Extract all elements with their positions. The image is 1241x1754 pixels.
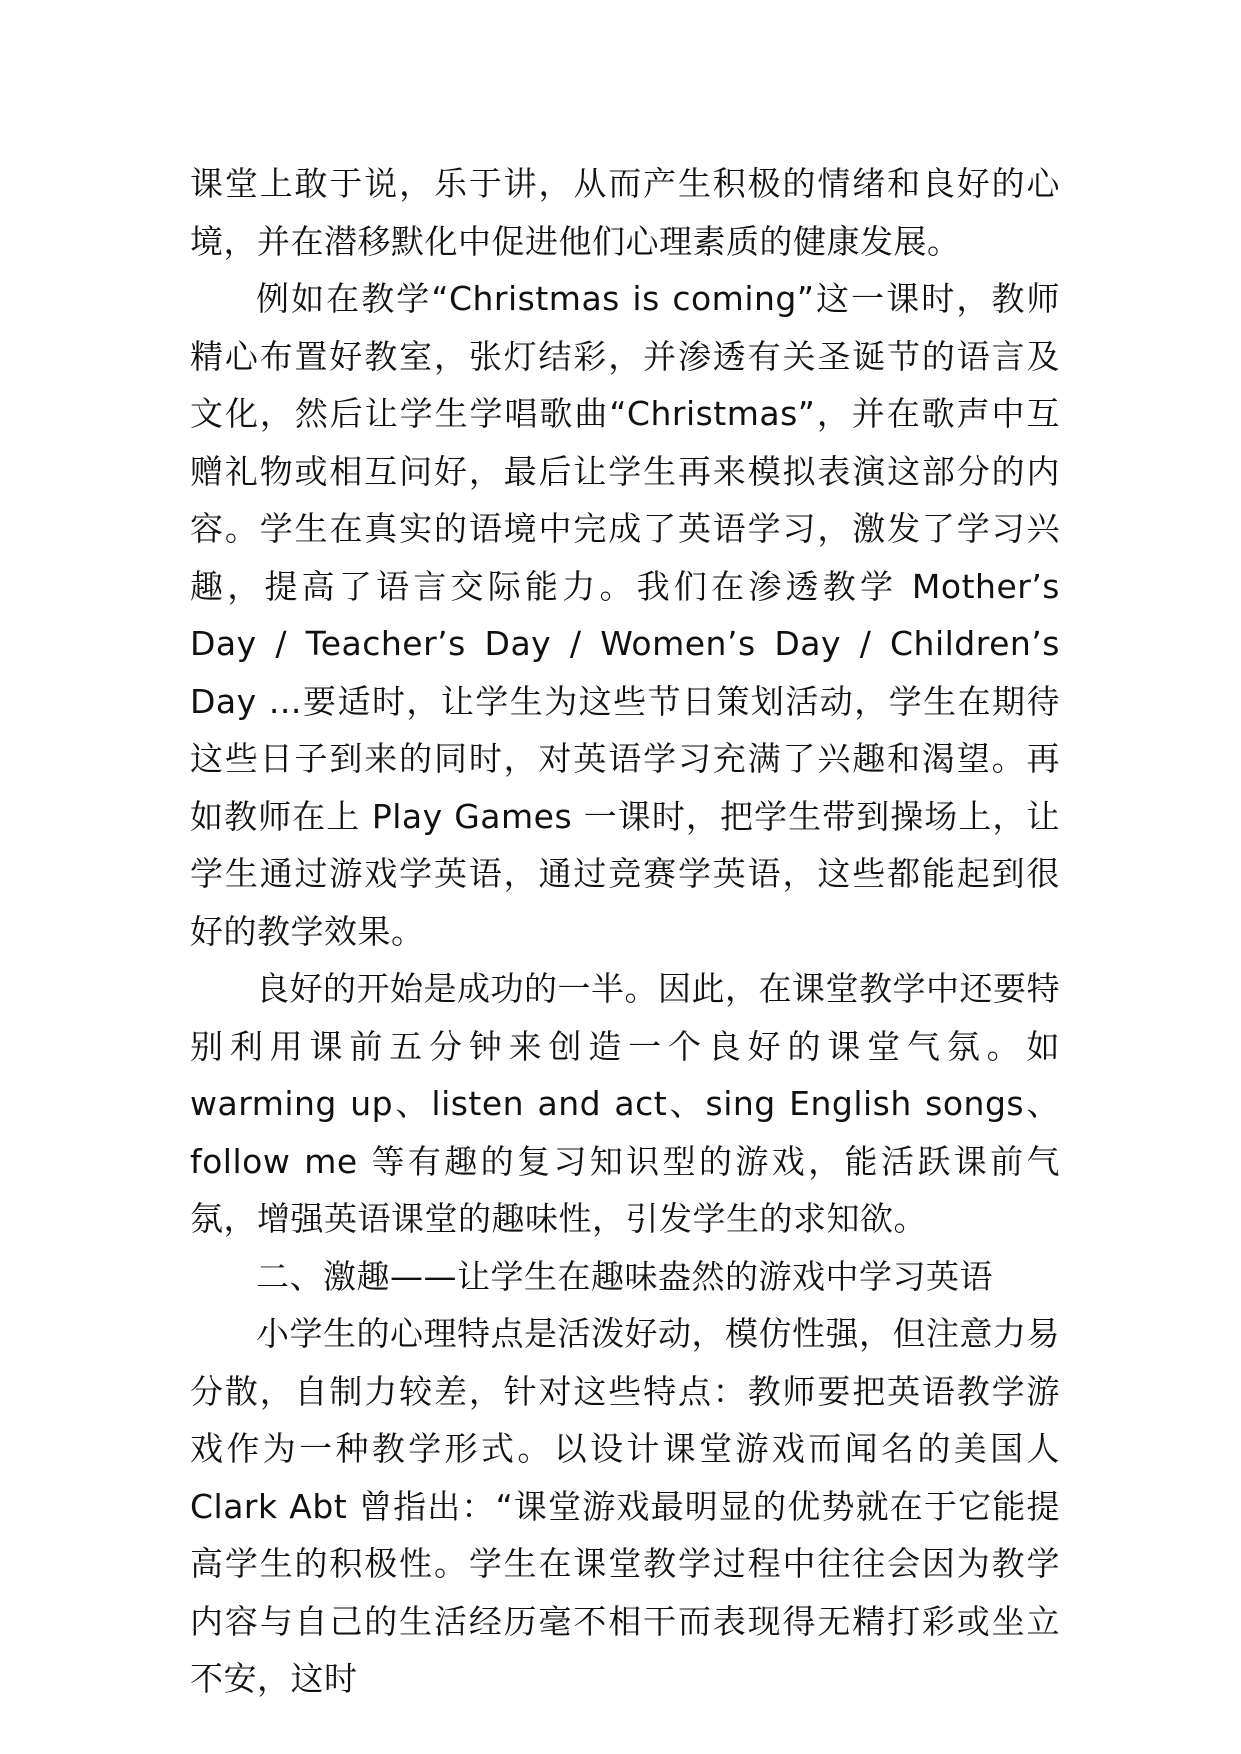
paragraph-3: 良好的开始是成功的一半。因此，在课堂教学中还要特别利用课前五分钟来创造一个良好的课堂气氛。如 warming up、listen and act、sing English songs、follow me 等有趣的复习知识型的游戏，能活跃课前气氛，增强英语课堂的趣味性，引发学生的求知欲。 xyxy=(190,969,1060,1238)
section-heading: 二、激趣——让学生在趣味盎然的游戏中学习英语 xyxy=(256,1256,993,1296)
paragraph-1: 课堂上敢于说，乐于讲，从而产生积极的情绪和良好的心境，并在潜移默化中促进他们心理素质的健康发展。 xyxy=(190,164,1060,261)
paragraph-4: 小学生的心理特点是活泼好动，模仿性强，但注意力易分散，自制力较差，针对这些特点：教师要把英语教学游戏作为一种教学形式。以设计课堂游戏而闻名的美国人 Clark Abt 曾指出：“课堂游戏最明显的优势就在于它能提高学生的积极性。学生在课堂教学过程中往往会因为教学内容与自己的生活经历毫不相干而表现得无精打彩或坐立不安，这时 xyxy=(190,1314,1060,1698)
paragraph-2: 例如在教学“Christmas is coming”这一课时，教师精心布置好教室，张灯结彩，并渗透有关圣诞节的语言及文化，然后让学生学唱歌曲“Christmas”，并在歌声中互赠礼物或相互问好，最后让学生再来模拟表演这部分的内容。学生在真实的语境中完成了英语学习，激发了学习兴趣，提高了语言交际能力。我们在渗透教学 Mother’s Day / Teacher’s Day / Women’s Day / Children’s Day …要适时，让学生为这些节日策划活动，学生在期待这些日子到来的同时，对英语学习充满了兴趣和渴望。再如教师在上 Play Games 一课时，把学生带到操场上，让学生通过游戏学英语，通过竞赛学英语，这些都能起到很好的教学效果。 xyxy=(190,279,1060,951)
document-body xyxy=(190,155,1060,1708)
